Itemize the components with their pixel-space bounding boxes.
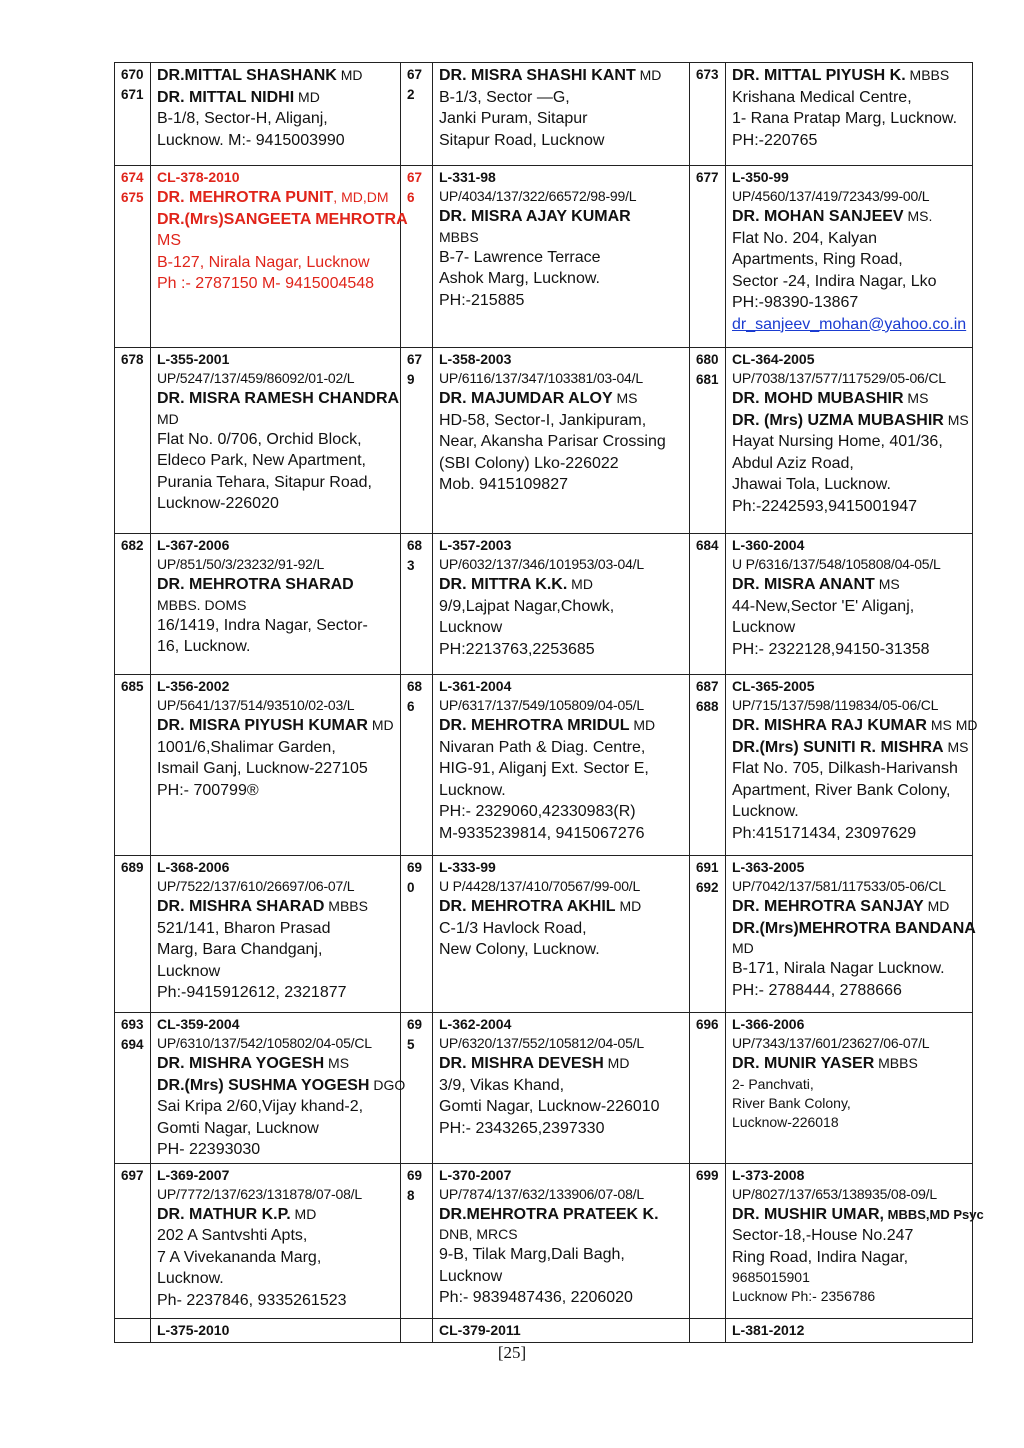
- doctor-entry: [151, 675, 401, 856]
- address-line: Ph:- 9839487436, 2206020: [439, 1289, 633, 1306]
- qualification: MD: [615, 898, 642, 914]
- detail-line: Lucknow Ph:- 2356786: [732, 1288, 876, 1304]
- doctor-entry: [151, 856, 401, 1013]
- address-line: Lucknow-226020: [157, 495, 279, 512]
- qualification: MS: [874, 576, 900, 592]
- registration-number: UP/4560/137/419/72343/99-00/L: [732, 188, 930, 204]
- doctor-entry: [726, 63, 973, 166]
- address-line: PH:-98390-13867: [732, 294, 859, 311]
- registration-number: UP/851/50/3/23232/91-92/L: [157, 556, 325, 572]
- entry-number: [115, 1318, 151, 1342]
- doctor-name-text: DR. MISRA AJAY KUMAR: [439, 208, 631, 225]
- doctor-name: [732, 737, 968, 759]
- license-code: L-331-98: [439, 169, 496, 185]
- table-row: [115, 675, 973, 856]
- qualification: MD: [367, 717, 394, 733]
- doctor-name: [732, 65, 968, 87]
- entry-number: 699: [690, 1163, 726, 1318]
- entry-number: 691 692: [690, 856, 726, 1013]
- address-line: PH:- 2322128,94150-31358: [732, 640, 930, 658]
- address-line: Eldeco Park, New Apartment,: [157, 452, 366, 469]
- address-line: 1- Rana Pratap Marg, Lucknow.: [732, 110, 958, 127]
- qualification: MS: [943, 738, 969, 755]
- qualification: , MD,DM: [333, 189, 389, 205]
- doctor-name-text: DR. (Mrs) UZMA MUBASHIR: [732, 411, 944, 429]
- doctor-name-text: DR. MISRA SHASHI KANT: [439, 67, 636, 84]
- address-line: Flat No. 0/706, Orchid Block,: [157, 430, 362, 448]
- entry-number: 682: [115, 534, 151, 675]
- qualification: MS: [943, 411, 969, 428]
- registration-number: UP/5247/137/459/86092/01-02/L: [157, 370, 355, 386]
- address-line: HD-58, Sector-I, Jankipuram,: [439, 411, 647, 429]
- doctor-entry: [151, 534, 401, 675]
- table-row: [115, 534, 973, 675]
- qualification: DGO: [369, 1076, 406, 1093]
- registration-number: UP/7343/137/601/23627/06-07/L: [732, 1035, 930, 1051]
- address-line: Lucknow. M:- 9415003990: [157, 131, 345, 149]
- address-line: PH:-220765: [732, 131, 818, 149]
- entry-number: 676: [401, 166, 433, 348]
- entry-number: 686: [401, 675, 433, 856]
- license-code: CL-364-2005: [732, 351, 815, 367]
- doctor-name: [439, 896, 685, 918]
- doctor-name: [732, 206, 968, 228]
- address-line: B-127, Nirala Nagar, Lucknow: [157, 253, 370, 271]
- qualification: MD: [567, 576, 593, 592]
- doctor-name: [157, 1204, 396, 1226]
- address-line: Sector-18,-House No.247: [732, 1227, 914, 1244]
- license-code: L-350-99: [732, 169, 789, 185]
- entry-number: 679: [401, 348, 433, 534]
- email-link[interactable]: dr_sanjeev_mohan@yahoo.co.in: [732, 315, 967, 333]
- doctor-name-text: DR. MOHAN SANJEEV: [732, 208, 904, 225]
- license-code: L-370-2007: [439, 1166, 512, 1183]
- license-code: L-367-2006: [157, 537, 230, 553]
- license-code: CL-379-2011: [439, 1321, 521, 1338]
- doctor-name-text: DR. MISHRA DEVESH: [439, 1055, 604, 1072]
- doctor-name-text: DR. MISRA PIYUSH KUMAR: [157, 717, 368, 734]
- license-code: L-357-2003: [439, 537, 512, 553]
- license-code: L-356-2002: [157, 678, 230, 694]
- doctor-name-text: DR. MITTAL NIDHI: [157, 88, 295, 106]
- doctor-entry: [726, 856, 976, 1013]
- doctor-entry: [726, 1013, 973, 1164]
- address-line: Gomti Nagar, Lucknow: [157, 1119, 319, 1137]
- address-line: Flat No. 204, Kalyan: [732, 229, 877, 247]
- doctor-name: [732, 715, 978, 737]
- doctor-name-text: DR. MAJUMDAR ALOY: [439, 390, 613, 407]
- doctor-name: [439, 1053, 685, 1075]
- doctor-name-text: DR. MATHUR K.P.: [157, 1205, 291, 1223]
- address-line: B-1/3, Sector —G,: [439, 88, 570, 106]
- doctor-name-text: DR. MISHRA SHARAD: [157, 898, 325, 915]
- doctor-entry: [433, 348, 690, 534]
- doctor-name: [439, 65, 685, 87]
- entry-number: 674 675: [115, 166, 151, 348]
- license-code: L-363-2005: [732, 859, 805, 875]
- doctor-entry: [151, 1318, 401, 1342]
- qualification: MBBS: [324, 898, 368, 914]
- doctor-name-text: DR. MITTAL PIYUSH K.: [732, 67, 906, 84]
- license-code: L-366-2006: [732, 1016, 805, 1032]
- address-line: 202 A Santvshti Apts,: [157, 1227, 308, 1244]
- doctor-name-text: DR. MISRA ANANT: [732, 576, 875, 593]
- license-code: L-361-2004: [439, 678, 512, 694]
- entry-number: 687 688: [690, 675, 726, 856]
- address-line: Krishana Medical Centre,: [732, 88, 912, 106]
- doctor-name: [732, 1204, 984, 1226]
- address-line: Lucknow.: [732, 803, 799, 820]
- doctor-name-text: DR. MOHD MUBASHIR: [732, 390, 904, 407]
- qualification: MBBS: [874, 1055, 918, 1071]
- qualification: MD: [336, 67, 363, 83]
- page-number: [25]: [497, 1343, 527, 1362]
- address-line: Hayat Nursing Home, 401/36,: [732, 433, 943, 450]
- doctor-entry: [726, 1163, 984, 1318]
- entry-number: 685: [115, 675, 151, 856]
- doctor-name-text: DR.MEHROTRA PRATEEK K.: [439, 1205, 659, 1223]
- address-line: PH:2213763,2253685: [439, 640, 595, 658]
- address-line: 16, Lucknow.: [157, 638, 251, 655]
- doctor-entry: [726, 675, 978, 856]
- doctor-name: [732, 1053, 968, 1075]
- doctor-entry: [433, 856, 690, 1013]
- doctor-name-text: DR. MEHROTRA PUNIT: [157, 189, 334, 206]
- detail-line: DNB, MRCS: [439, 1226, 518, 1242]
- doctor-name: [732, 896, 968, 918]
- table-row: [115, 63, 973, 166]
- doctor-name: [732, 574, 968, 596]
- address-line: New Colony, Lucknow.: [439, 941, 600, 958]
- doctor-name: [157, 1053, 396, 1075]
- entry-number: 672: [401, 63, 433, 166]
- doctor-name: [732, 388, 968, 410]
- qualification: MS: [612, 390, 638, 406]
- license-code: L-333-99: [439, 859, 496, 875]
- address-line: Lucknow.: [157, 1270, 224, 1287]
- address-line: 3/9, Vikas Khand,: [439, 1076, 565, 1094]
- qualification: MD: [294, 88, 320, 105]
- doctor-name: [157, 574, 396, 596]
- detail-line: 9685015901: [732, 1269, 810, 1285]
- address-line: B-1/8, Sector-H, Aliganj,: [157, 110, 328, 127]
- license-code: CL-378-2010: [157, 169, 240, 185]
- registration-number: U P/6316/137/548/105808/04-05/L: [732, 556, 941, 572]
- entry-number: 689: [115, 856, 151, 1013]
- registration-number: UP/8027/137/653/138935/08-09/L: [732, 1185, 937, 1202]
- entry-number: [690, 1318, 726, 1342]
- doctor-name: [439, 388, 685, 410]
- doctor-entry: [726, 348, 973, 534]
- doctor-name: [732, 918, 976, 940]
- qualification: MS MD: [926, 717, 978, 733]
- address-line: Ph:-9415912612, 2321877: [157, 984, 347, 1001]
- doctor-entry: [433, 63, 690, 166]
- address-line: 9/9,Lajpat Nagar,Chowk,: [439, 597, 615, 615]
- doctor-entry: [433, 1163, 690, 1318]
- entry-number: 693 694: [115, 1013, 151, 1164]
- detail-line: MBBS. DOMS: [157, 596, 247, 613]
- address-line: Apartment, River Bank Colony,: [732, 781, 951, 799]
- detail-line: Lucknow-226018: [732, 1113, 839, 1130]
- address-line: PH:- 700799®: [157, 781, 259, 799]
- directory-body: [115, 63, 984, 1343]
- address-line: 9-B, Tilak Marg,Dali Bagh,: [439, 1246, 625, 1263]
- address-line: Lucknow.: [439, 781, 506, 799]
- address-line: Purania Tehara, Sitapur Road,: [157, 473, 372, 491]
- doctor-name-text: DR.(Mrs)SANGEETA MEHROTRA: [157, 210, 408, 228]
- license-code: L-369-2007: [157, 1166, 230, 1183]
- address-line: Ph:-2242593,9415001947: [732, 497, 918, 515]
- doctor-name: [439, 1204, 685, 1226]
- address-line: Janki Puram, Sitapur: [439, 110, 588, 127]
- entry-number: 696: [690, 1013, 726, 1164]
- registration-number: UP/6310/137/542/105802/04-05/CL: [157, 1035, 372, 1051]
- registration-number: U P/4428/137/410/70567/99-00/L: [439, 878, 641, 894]
- doctor-name: [157, 388, 400, 410]
- detail-line: River Bank Colony,: [732, 1094, 851, 1111]
- entry-number: 673: [690, 63, 726, 166]
- address-line: Ph:415171434, 23097629: [732, 824, 917, 842]
- license-code: CL-365-2005: [732, 678, 815, 694]
- registration-number: UP/6320/137/552/105812/04-05/L: [439, 1035, 644, 1051]
- doctor-name: [157, 209, 408, 231]
- table-row: [115, 166, 973, 348]
- entry-number: 684: [690, 534, 726, 675]
- entry-number: 683: [401, 534, 433, 675]
- registration-number: UP/4034/137/322/66572/98-99/L: [439, 188, 637, 204]
- registration-number: UP/6116/137/347/103381/03-04/L: [439, 370, 643, 386]
- detail-line: MBBS: [439, 228, 479, 245]
- address-line: PH:- 2343265,2397330: [439, 1119, 605, 1137]
- license-code: L-373-2008: [732, 1166, 805, 1183]
- doctor-name-text: DR.(Mrs) SUSHMA YOGESH: [157, 1076, 370, 1094]
- qualification: MD: [290, 1205, 317, 1222]
- address-line: (SBI Colony) Lko-226022: [439, 454, 619, 472]
- address-line: Abdul Aziz Road,: [732, 454, 854, 472]
- registration-number: UP/6317/137/549/105809/04-05/L: [439, 697, 644, 713]
- address-line: Ring Road, Indira Nagar,: [732, 1248, 909, 1266]
- address-line: Sitapur Road, Lucknow: [439, 131, 605, 149]
- address-line: Nivaran Path & Diag. Centre,: [439, 738, 646, 756]
- registration-number: UP/5641/137/514/93510/02-03/L: [157, 697, 355, 713]
- table-row: [115, 1163, 973, 1318]
- detail-line: 2- Panchvati,: [732, 1075, 814, 1092]
- qualification: MBBS: [905, 67, 950, 83]
- qualification: MS: [903, 390, 929, 406]
- doctor-name-text: DR. MITTRA K.K.: [439, 576, 568, 593]
- doctor-name-text: DR. MUNIR YASER: [732, 1055, 875, 1072]
- address-line: Sai Kripa 2/60,Vijay khand-2,: [157, 1098, 364, 1115]
- entry-number: 680 681: [690, 348, 726, 534]
- address-line: HIG-91, Aliganj Ext. Sector E,: [439, 760, 649, 777]
- doctor-name-text: DR. MEHROTRA MRIDUL: [439, 717, 630, 734]
- doctor-name: [157, 87, 396, 109]
- address-line: Sector -24, Indira Nagar, Lko: [732, 272, 937, 290]
- address-line: C-1/3 Havlock Road,: [439, 919, 587, 937]
- address-line: Jhawai Tola, Lucknow.: [732, 476, 891, 493]
- table-row: [115, 348, 973, 534]
- doctor-entry: [726, 1318, 973, 1342]
- doctor-name: [157, 1075, 406, 1097]
- doctor-name: [439, 206, 685, 228]
- doctor-name: [439, 715, 685, 737]
- doctor-entry: [433, 1318, 690, 1342]
- doctor-entry: [433, 534, 690, 675]
- address-line: Flat No. 705, Dilkash-Harivansh: [732, 760, 958, 777]
- license-code: L-381-2012: [732, 1321, 805, 1338]
- doctor-entry: [433, 1013, 690, 1164]
- doctor-directory-table: [114, 62, 984, 1343]
- qualification: MD: [635, 67, 662, 83]
- license-code: L-375-2010: [157, 1321, 230, 1338]
- doctor-entry: [151, 63, 401, 166]
- entry-number: 698: [401, 1163, 433, 1318]
- address-line: Lucknow: [732, 619, 796, 636]
- entry-number: 690: [401, 856, 433, 1013]
- address-line: Ismail Ganj, Lucknow-227105: [157, 760, 368, 777]
- address-line: Ph :- 2787150 M- 9415004548: [157, 275, 375, 292]
- detail-line: MD: [157, 410, 179, 427]
- doctor-entry: [151, 1163, 401, 1318]
- address-line: PH:-215885: [439, 291, 525, 309]
- address-line: Lucknow: [157, 962, 221, 980]
- doctor-entry: [726, 534, 973, 675]
- entry-number: 678: [115, 348, 151, 534]
- address-line: 7 A Vivekananda Marg,: [157, 1248, 322, 1266]
- address-line: 44-New,Sector 'E' Aliganj,: [732, 597, 915, 615]
- qualification: MD: [923, 898, 950, 914]
- doctor-entry: [726, 166, 973, 348]
- address-line: B-171, Nirala Nagar Lucknow.: [732, 960, 945, 977]
- entry-number: 677: [690, 166, 726, 348]
- qualification: MD: [603, 1055, 630, 1071]
- detail-line: MD: [732, 940, 754, 956]
- qualification: MS: [324, 1055, 350, 1071]
- address-line: Apartments, Ring Road,: [732, 251, 903, 268]
- qualification: MBBS,MD Psyc: [884, 1206, 984, 1222]
- doctor-entry: [151, 1013, 406, 1164]
- license-code: L-358-2003: [439, 351, 512, 367]
- address-line: Near, Akansha Parisar Crossing: [439, 433, 666, 450]
- registration-number: UP/7042/137/581/117533/05-06/CL: [732, 878, 946, 894]
- address-line: 16/1419, Indra Nagar, Sector-: [157, 616, 368, 634]
- address-line: Marg, Bara Chandganj,: [157, 941, 323, 958]
- address-line: PH:- 2788444, 2788666: [732, 981, 902, 999]
- registration-number: UP/7772/137/623/131878/07-08/L: [157, 1185, 362, 1202]
- address-line: Lucknow: [439, 1267, 503, 1285]
- entry-number: 695: [401, 1013, 433, 1164]
- doctor-name-text: DR. MEHROTRA SANJAY: [732, 898, 924, 915]
- address-line: 521/141, Bharon Prasad: [157, 919, 331, 937]
- doctor-name: [157, 65, 396, 87]
- license-code: L-355-2001: [157, 351, 230, 367]
- doctor-entry: [433, 675, 690, 856]
- doctor-name: [157, 715, 396, 737]
- license-code: L-360-2004: [732, 537, 805, 553]
- table-row: [115, 1013, 973, 1164]
- doctor-entry: [433, 166, 690, 348]
- doctor-name-text: DR. MUSHIR UMAR,: [732, 1205, 884, 1223]
- address-line: Ashok Marg, Lucknow.: [439, 270, 600, 287]
- address-line: Ph- 2237846, 9335261523: [157, 1291, 347, 1309]
- doctor-name-text: DR. MEHROTRA AKHIL: [439, 898, 616, 915]
- license-code: L-362-2004: [439, 1016, 512, 1032]
- entry-number: 670 671: [115, 63, 151, 166]
- doctor-name-text: DR. MISRA RAMESH CHANDRA: [157, 390, 400, 407]
- address-line: Lucknow: [439, 619, 503, 636]
- doctor-name-text: DR. MISHRA RAJ KUMAR: [732, 717, 927, 734]
- table-row: [115, 1318, 973, 1342]
- address-line: M-9335239814, 9415067276: [439, 824, 645, 842]
- doctor-entry: [151, 348, 401, 534]
- license-code: CL-359-2004: [157, 1016, 240, 1032]
- qualification: MD: [629, 717, 656, 733]
- registration-number: UP/7038/137/577/117529/05-06/CL: [732, 370, 946, 386]
- address-line: PH:- 2329060,42330983(R): [439, 803, 636, 820]
- doctor-name-text: DR.(Mrs) SUNITI R. MISHRA: [732, 738, 944, 756]
- table-row: [115, 856, 973, 1013]
- doctor-name-text: DR. MISHRA YOGESH: [157, 1055, 325, 1072]
- doctor-name-text: DR. MEHROTRA SHARAD: [157, 576, 354, 593]
- doctor-name-text: DR.(Mrs)MEHROTRA BANDANA: [732, 919, 976, 937]
- doctor-name: [439, 574, 685, 596]
- registration-number: UP/7874/137/632/133906/07-08/L: [439, 1185, 644, 1202]
- address-line: MS: [157, 232, 181, 249]
- doctor-name-text: DR.MITTAL SHASHANK: [157, 67, 337, 84]
- doctor-name: [732, 410, 968, 432]
- address-line: Mob. 9415109827: [439, 476, 568, 493]
- registration-number: UP/715/137/598/119834/05-06/CL: [732, 697, 939, 713]
- address-line: PH- 22393030: [157, 1141, 261, 1158]
- doctor-entry: [151, 166, 408, 348]
- entry-number: 697: [115, 1163, 151, 1318]
- address-line: Gomti Nagar, Lucknow-226010: [439, 1098, 660, 1115]
- address-line: B-7- Lawrence Terrace: [439, 248, 601, 266]
- license-code: L-368-2006: [157, 859, 230, 875]
- qualification: MS.: [903, 208, 933, 224]
- address-line: 1001/6,Shalimar Garden,: [157, 738, 336, 756]
- doctor-name: [157, 187, 396, 209]
- doctor-name: [157, 896, 396, 918]
- entry-number: [401, 1318, 433, 1342]
- registration-number: UP/7522/137/610/26697/06-07/L: [157, 878, 355, 894]
- registration-number: UP/6032/137/346/101953/03-04/L: [439, 556, 644, 572]
